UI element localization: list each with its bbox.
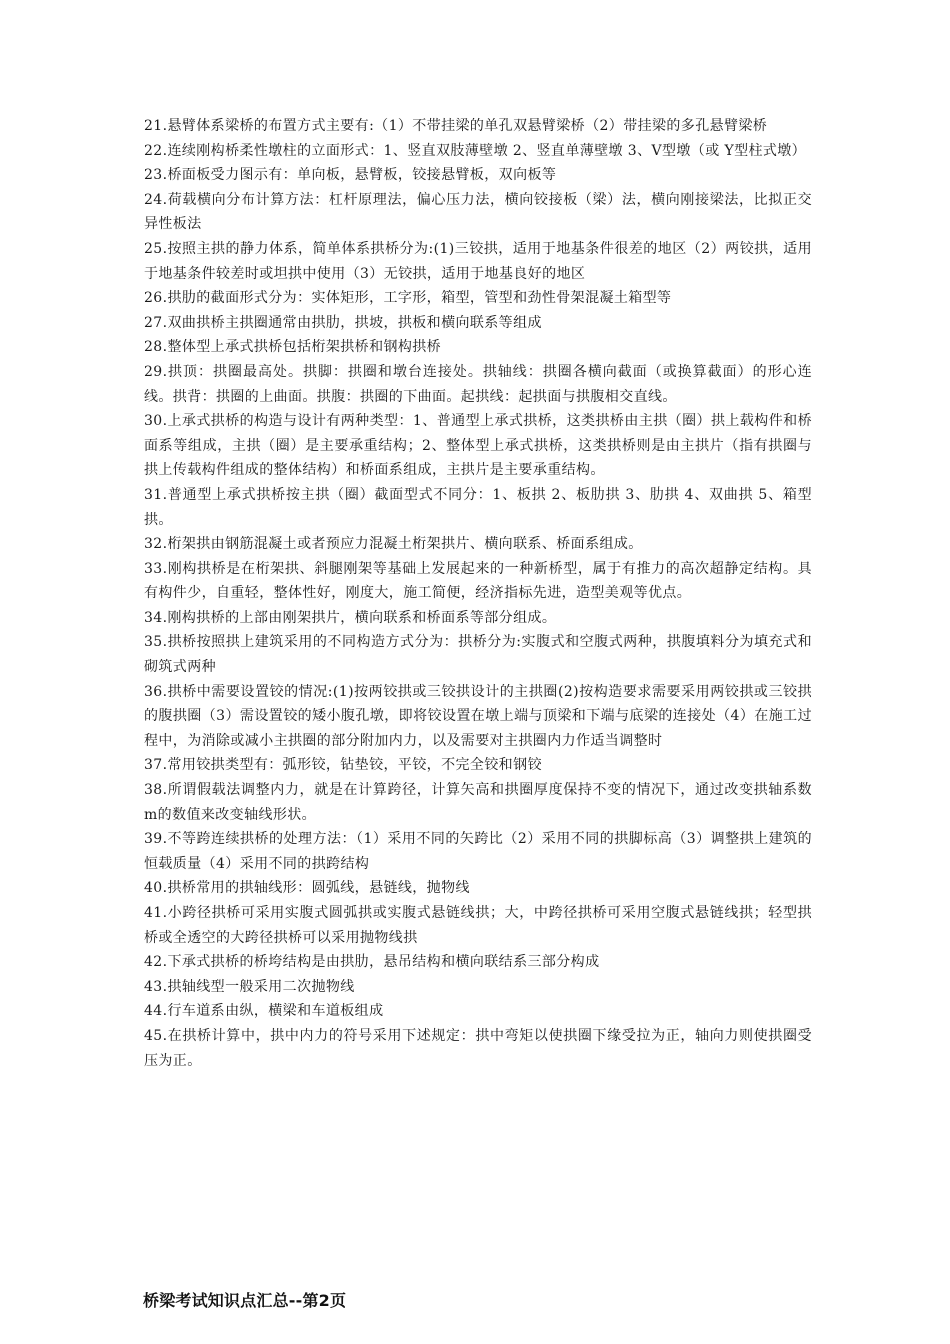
list-item: 27.双曲拱桥主拱圈通常由拱肋，拱坡，拱板和横向联系等组成 (144, 314, 542, 331)
list-item: 23.桥面板受力图示有：单向板，悬臂板，铰接悬臂板，双向板等 (144, 167, 557, 184)
list-item: 36.拱桥中需要设置铰的情况:(1)按两铰拱或三铰拱设计的主拱圈(2)按构造要求需要采用两铰拱或三铰拱的腹拱圈（3）需设置铰的矮小腹孔墩，即将铰设置在墩上端与顶梁和下端与底梁的连接处（4）在施工过程中，为消除或减小主拱圈的部分附加内力，以及需要对主拱圈内力作适当调整时 (144, 683, 812, 749)
list-item: 38.所谓假载法调整内力，就是在计算跨径，计算矢高和拱圈厚度保持不变的情况下，通过改变拱轴系数 m的数值来改变轴线形状。 (144, 782, 812, 823)
list-item: 42.下承式拱桥的桥垮结构是由拱肋，悬吊结构和横向联结系三部分构成 (144, 954, 600, 971)
list-item: 35.拱桥按照拱上建筑采用的不同构造方式分为：拱桥分为:实腹式和空腹式两种，拱腹填料分为填充式和砌筑式两种 (144, 634, 812, 676)
list-item: 44.行车道系由纵，横梁和车道板组成 (144, 1003, 384, 1020)
list-item: 37.常用铰拱类型有：弧形铰，钻垫铰，平铰，不完全铰和钢铰 (144, 757, 542, 774)
list-item: 31.普通型上承式拱桥按主拱（圈）截面型式不同分：1、板拱 2、板肋拱 3、肋拱 4、双曲拱 5、箱型拱。 (144, 486, 812, 528)
page-footer: 桥梁考试知识点汇总--第2页 (143, 1291, 347, 1310)
list-item: 33.刚构拱桥是在桁架拱、斜腿刚架等基础上发展起来的一种新桥型，属于有推力的高次超静定结构。具有构件少，自重轻，整体性好，刚度大，施工简便，经济指标先进，造型美观等优点。 (144, 560, 812, 602)
list-item: 39.不等跨连续拱桥的处理方法：（1）采用不同的矢跨比（2）采用不同的拱脚标高（3）调整拱上建筑的恒载质量（4）采用不同的拱跨结构 (144, 831, 812, 872)
list-item: 24.荷载横向分布计算方法：杠杆原理法，偏心压力法，横向铰接板（梁）法，横向刚接梁法，比拟正交异性板法 (144, 191, 812, 233)
list-item: 28.整体型上承式拱桥包括桁架拱桥和钢构拱桥 (144, 339, 442, 356)
list-item: 21.悬臂体系梁桥的布置方式主要有:（1）不带挂梁的单孔双悬臂梁桥（2）带挂梁的多孔悬臂梁桥 (144, 118, 768, 134)
list-item: 25.按照主拱的静力体系，简单体系拱桥分为:(1)三铰拱，适用于地基条件很差的地区（2）两铰拱，适用于地基条件较差时或坦拱中使用（3）无铰拱，适用于地基良好的地区 (144, 240, 812, 282)
list-item: 29.拱顶：拱圈最高处。拱脚：拱圈和墩台连接处。拱轴线：拱圈各横向截面（或换算截面）的形心连线。拱背：拱圈的上曲面。拱腹：拱圈的下曲面。起拱线：起拱面与拱腹相交直线。 (144, 363, 812, 405)
list-item: 22.连续刚构桥柔性墩柱的立面形式：1、竖直双肢薄壁墩 2、竖直单薄壁墩 3、V型墩（或 Y型柱式墩） (144, 142, 807, 159)
list-item: 40.拱桥常用的拱轴线形：圆弧线，悬链线，抛物线 (144, 880, 470, 897)
list-item: 34.刚构拱桥的上部由刚架拱片，横向联系和桥面系等部分组成。 (144, 609, 557, 626)
list-item: 41.小跨径拱桥可采用实腹式圆弧拱或实腹式悬链线拱；大，中跨径拱桥可采用空腹式悬链线拱；轻型拱桥或全透空的大跨径拱桥可以采用抛物线拱 (144, 905, 812, 946)
list-item: 32.桁架拱由钢筋混凝土或者预应力混凝土桁架拱片、横向联系、桥面系组成。 (144, 536, 643, 553)
list-item: 45.在拱桥计算中，拱中内力的符号采用下述规定：拱中弯矩以使拱圈下缘受拉为正，轴向力则使拱圈受压为正。 (144, 1027, 812, 1069)
list-item: 43.拱轴线型一般采用二次抛物线 (144, 978, 355, 995)
list-item: 26.拱肋的截面形式分为：实体矩形，工字形，箱型，管型和劲性骨架混凝土箱型等 (144, 290, 672, 307)
list-item: 30.上承式拱桥的构造与设计有两种类型：1、普通型上承式拱桥，这类拱桥由主拱（圈）拱上载构件和桥面系等组成，主拱（圈）是主要承重结构；2、整体型上承式拱桥，这类拱桥则是由主拱片（指有拱圈与拱上传载构件组成的整体结构）和桥面系组成，主拱片是主要承重结构。 (144, 413, 812, 479)
document-body (144, 114, 812, 1073)
